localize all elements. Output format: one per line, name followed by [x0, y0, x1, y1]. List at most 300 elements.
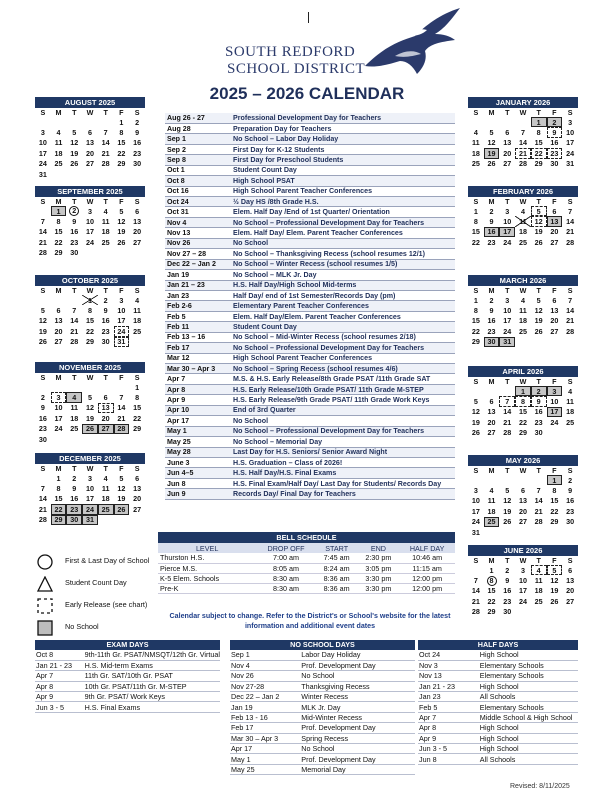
bell-cell: 7:00 am — [256, 553, 316, 563]
day-cell: 27 — [550, 237, 559, 247]
day-cell: 16 — [133, 138, 142, 148]
day-cell: 30 — [101, 337, 110, 347]
day-cell: 19 — [471, 417, 480, 427]
day-cell: 25 — [484, 517, 500, 527]
event-desc: Half Day/ end of 1st Semester/Records Day (pm) — [231, 290, 455, 300]
revised-date: Revised: 8/11/2025 — [510, 783, 570, 790]
noschool-cell: Mid-Winter Recess — [300, 712, 415, 722]
bell-cell: 8:05 am — [256, 563, 316, 573]
day-cell: 22 — [54, 237, 63, 247]
day-cell — [515, 607, 531, 617]
day-cell: 2 — [505, 565, 510, 575]
day-cell: 4 — [473, 128, 478, 138]
day-cell: 29 — [117, 159, 126, 169]
event-desc: High School Parent Teacher Conferences — [231, 186, 455, 196]
dow-label: M — [55, 373, 62, 382]
day-cell: 25 — [518, 237, 527, 247]
dashed-box-icon — [37, 598, 53, 614]
day-cell: 27 — [518, 517, 527, 527]
event-date: Jan 19 — [165, 270, 231, 280]
event-row — [165, 332, 455, 342]
month-title: APRIL 2026 — [468, 366, 578, 377]
bell-header: HALF DAY — [399, 543, 455, 553]
event-desc: Elementary Parent Teacher Conferences — [231, 301, 455, 311]
event-row — [165, 197, 455, 207]
event-date: Sep 1 — [165, 134, 231, 144]
day-cell: 26 — [117, 237, 126, 247]
event-desc: No School — [231, 416, 455, 426]
day-cell: 3 — [51, 392, 67, 402]
day-cell: 3 — [568, 117, 573, 127]
day-cell: 28 — [566, 326, 575, 336]
day-cell: 30 — [66, 515, 82, 525]
day-cell: 21 — [534, 506, 543, 516]
noschool-cell: Feb 13 - 16 — [230, 712, 300, 722]
event-row — [165, 468, 455, 478]
day-cell: 12 — [534, 306, 543, 316]
day-cell: 15 — [550, 496, 559, 506]
bell-header: LEVEL — [158, 543, 256, 553]
exam-row — [35, 671, 220, 681]
day-cell: 30 — [70, 248, 79, 258]
month-sep — [35, 186, 145, 258]
halfday-cell: Feb 5 — [418, 702, 479, 712]
halfday-cell: Jan 23 — [418, 692, 479, 702]
event-desc: Preparation Day for Teachers — [231, 123, 455, 133]
day-cell — [531, 337, 547, 347]
day-cell: 12 — [531, 216, 547, 226]
event-desc: ½ Day HS /8th Grade H.S. — [231, 197, 455, 207]
day-cell: 19 — [484, 148, 500, 158]
day-cell: 28 — [38, 515, 47, 525]
noschool-row — [230, 733, 415, 743]
day-cell: 15 — [518, 407, 527, 417]
exam-row — [35, 660, 220, 670]
day-cell: 2 — [568, 475, 573, 485]
dow-label: S — [134, 464, 140, 473]
day-cell — [51, 169, 67, 179]
day-cell — [66, 206, 82, 216]
day-cell: 7 — [520, 128, 525, 138]
noschool-cell: Dec 22 – Jan 2 — [230, 692, 300, 702]
day-cell — [98, 248, 114, 258]
month-jan — [468, 97, 578, 169]
day-cell: 9 — [531, 396, 547, 406]
day-cell: 9 — [135, 128, 140, 138]
day-cell: 4 — [520, 295, 525, 305]
dow-label: T — [536, 108, 541, 117]
day-cell: 11 — [534, 576, 543, 586]
day-cell — [531, 475, 547, 485]
exam-cell: Jun 3 - 5 — [35, 702, 84, 712]
month-title: MAY 2026 — [468, 455, 578, 466]
day-cell: 5 — [489, 128, 494, 138]
day-cell: 8 — [56, 484, 61, 494]
day-cell: 11 — [101, 484, 110, 494]
day-cell: 31 — [471, 527, 480, 537]
halfday-row — [418, 744, 578, 754]
event-row — [165, 280, 455, 290]
day-cell: 11 — [101, 217, 110, 227]
month-title: MARCH 2026 — [468, 275, 578, 286]
event-desc: M.S. & H.S. Early Release/8th Grade PSAT /11th Grade SAT — [231, 374, 455, 384]
day-cell: 8 — [515, 396, 531, 406]
event-row — [165, 478, 455, 488]
day-cell: 8 — [536, 128, 541, 138]
day-cell: 28 — [38, 248, 47, 258]
event-row — [165, 405, 455, 415]
dow-label: T — [103, 373, 108, 382]
day-cell — [547, 527, 563, 537]
triangle-icon — [37, 576, 53, 592]
noschool-cell: Prof. Development Day — [300, 660, 415, 670]
event-row — [165, 270, 455, 280]
dow-label: T — [505, 197, 510, 206]
day-cell: 19 — [117, 494, 126, 504]
day-cell: 14 — [534, 496, 543, 506]
dow-label: S — [40, 373, 46, 382]
day-cell: 5 — [40, 306, 45, 316]
day-cell: 27 — [487, 428, 496, 438]
dow-label: W — [519, 556, 527, 565]
event-row — [165, 374, 455, 384]
halfday-cell: Jun 3 - 5 — [418, 744, 479, 754]
bell-row — [158, 573, 455, 583]
event-row — [165, 259, 455, 269]
dow-label: M — [488, 197, 495, 206]
dow-label: S — [134, 108, 140, 117]
dow-label: F — [119, 373, 124, 382]
events-table — [165, 113, 455, 500]
event-desc: Elem. Half Day/ Elem. Parent Teacher Conferences — [231, 228, 455, 238]
day-cell: 22 — [51, 504, 67, 514]
day-cell: 21 — [566, 316, 575, 326]
event-date: Jan 21 – 23 — [165, 280, 231, 290]
event-row — [165, 384, 455, 394]
day-cell: 9 — [40, 403, 45, 413]
day-cell: 13 — [98, 403, 114, 413]
day-cell: 15 — [117, 138, 126, 148]
month-may — [468, 455, 578, 537]
day-cell: 7 — [499, 396, 515, 406]
day-cell: 20 — [550, 316, 559, 326]
day-cell: 25 — [534, 596, 543, 606]
day-cell: 17 — [547, 407, 563, 417]
day-cell: 23 — [66, 504, 82, 514]
dow-label: T — [72, 464, 77, 473]
dow-label: S — [40, 464, 46, 473]
day-cell: 5 — [473, 397, 478, 407]
event-date: Apr 9 — [165, 395, 231, 405]
day-cell: 14 — [117, 403, 126, 413]
event-row — [165, 489, 455, 499]
dow-label: T — [103, 108, 108, 117]
day-cell: 12 — [487, 138, 496, 148]
dow-label: S — [567, 556, 573, 565]
day-cell: 23 — [133, 148, 142, 158]
event-row — [165, 186, 455, 196]
event-desc: End of 3rd Quarter — [231, 405, 455, 415]
bell-cell: K-5 Elem. Schools — [158, 573, 256, 583]
day-cell — [51, 117, 67, 127]
day-cell — [98, 169, 114, 179]
day-cell: 3 — [87, 206, 92, 216]
halfday-cell: Middle School & High School — [479, 712, 578, 722]
exam-cell: H.S. Final Exams — [84, 702, 220, 712]
day-cell: 31 — [566, 159, 575, 169]
day-cell: 20 — [518, 506, 527, 516]
legend-count-day — [35, 576, 160, 598]
day-cell: 5 — [87, 393, 92, 403]
legend-label: Early Release (see chart) — [65, 600, 148, 609]
day-cell: 2 — [489, 295, 494, 305]
dow-label: S — [134, 373, 140, 382]
dow-label: M — [55, 108, 62, 117]
event-desc: No School – Thanksgiving Recess (school resumes 12/1) — [231, 249, 455, 259]
event-row — [165, 416, 455, 426]
day-cell: 16 — [70, 494, 79, 504]
day-cell: 18 — [471, 148, 480, 158]
day-cell: 24 — [114, 326, 130, 336]
exam-row — [35, 650, 220, 660]
day-cell: 11 — [54, 138, 63, 148]
day-cell: 14 — [38, 227, 47, 237]
day-cell: 11 — [70, 403, 79, 413]
day-cell — [129, 337, 145, 347]
day-cell: 25 — [98, 504, 114, 514]
day-cell: 20 — [85, 148, 94, 158]
day-cell — [484, 475, 500, 485]
dow-label: S — [567, 108, 573, 117]
bell-cell: 2:30 pm — [358, 553, 400, 563]
dow-label: T — [72, 197, 77, 206]
event-row — [165, 395, 455, 405]
event-desc: H.S. Early Release/10th Grade PSAT/ 11th Grade M-STEP — [231, 384, 455, 394]
halfday-row — [418, 754, 578, 764]
bell-cell: 3:30 pm — [358, 583, 400, 593]
month-feb — [468, 186, 578, 248]
day-cell: 24 — [550, 417, 559, 427]
day-cell: 21 — [101, 148, 110, 158]
day-cell: 4 — [531, 565, 547, 575]
day-number: 2 — [69, 206, 79, 216]
day-cell: 13 — [550, 306, 559, 316]
month-title: JUNE 2026 — [468, 545, 578, 556]
dow-label: F — [552, 377, 557, 386]
day-cell — [51, 434, 67, 444]
day-cell: 16 — [566, 496, 575, 506]
noschool-row — [230, 764, 415, 774]
day-cell: 24 — [518, 596, 527, 606]
district-logo — [215, 8, 475, 80]
event-row — [165, 353, 455, 363]
day-cell: 1 — [473, 206, 478, 216]
day-cell — [66, 295, 82, 305]
day-cell: 21 — [515, 148, 531, 158]
day-cell: 1 — [489, 565, 494, 575]
day-cell — [531, 527, 547, 537]
day-cell: 15 — [471, 316, 480, 326]
event-date: Oct 24 — [165, 197, 231, 207]
day-cell: 4 — [135, 295, 140, 305]
day-cell: 2 — [135, 117, 140, 127]
day-cell: 9 — [489, 217, 494, 227]
day-cell: 16 — [70, 227, 79, 237]
day-cell: 2 — [531, 386, 547, 396]
day-cell — [562, 337, 578, 347]
day-cell: 6 — [552, 206, 557, 216]
event-row — [165, 447, 455, 457]
event-desc: Last Day for H.S. Seniors/ Senior Award Night — [231, 447, 455, 457]
day-cell: 30 — [566, 517, 575, 527]
day-cell: 5 — [536, 295, 541, 305]
day-cell: 18 — [566, 407, 575, 417]
event-desc: First Day for K-12 Students — [231, 144, 455, 154]
event-date: Apr 8 — [165, 384, 231, 394]
day-cell: 16 — [101, 316, 110, 326]
day-cell: 6 — [568, 565, 573, 575]
day-cell — [515, 337, 531, 347]
bell-header: START — [316, 543, 358, 553]
dow-label: T — [505, 108, 510, 117]
exam-days-title: EXAM DAYS — [35, 640, 220, 650]
event-desc: Professional Development Day for Teachers — [231, 113, 455, 123]
day-cell: 5 — [119, 473, 124, 483]
day-cell: 28 — [503, 428, 512, 438]
day-cell: 21 — [117, 413, 126, 423]
day-cell: 19 — [85, 413, 94, 423]
day-cell — [484, 575, 500, 585]
day-cell: 17 — [54, 413, 63, 423]
day-cell: 12 — [117, 217, 126, 227]
noschool-cell: Feb 17 — [230, 723, 300, 733]
legend-label: Student Count Day — [65, 578, 127, 587]
day-cell: 24 — [38, 159, 47, 169]
noschool-cell: Sep 1 — [230, 650, 300, 660]
day-cell — [468, 565, 484, 575]
event-date: Oct 31 — [165, 207, 231, 217]
day-cell: 26 — [487, 159, 496, 169]
exam-days — [35, 640, 220, 713]
day-cell: 6 — [520, 486, 525, 496]
event-desc: H.S. Half Day/High School Mid-terms — [231, 280, 455, 290]
noschool-row — [230, 681, 415, 691]
halfday-cell: Nov 13 — [418, 671, 479, 681]
event-row — [165, 207, 455, 217]
day-cell: 11 — [519, 306, 527, 316]
month-aug — [35, 97, 145, 179]
halfday-cell: Apr 8 — [418, 723, 479, 733]
day-cell: 25 — [101, 237, 110, 247]
day-cell: 22 — [518, 417, 527, 427]
day-cell: 11 — [515, 216, 531, 226]
dow-label: M — [55, 286, 62, 295]
day-cell — [66, 434, 82, 444]
day-cell: 26 — [503, 517, 512, 527]
day-cell: 7 — [103, 128, 108, 138]
event-date: May 25 — [165, 437, 231, 447]
day-cell: 15 — [54, 494, 63, 504]
noschool-cell: Mar 30 – Apr 3 — [230, 733, 300, 743]
district-name-line1: SOUTH REDFORD — [225, 44, 356, 60]
dow-label: W — [86, 286, 94, 295]
calendar-note: Calendar subject to change. Refer to the District's or School's website for the latest information and additional event dates — [169, 612, 451, 630]
day-cell — [98, 515, 114, 525]
halfday-row — [418, 660, 578, 670]
day-cell: 16 — [534, 407, 543, 417]
day-cell: 7 — [536, 486, 541, 496]
day-cell: 24 — [82, 504, 98, 514]
day-cell — [66, 169, 82, 179]
halfday-row — [418, 723, 578, 733]
dow-label: W — [86, 197, 94, 206]
legend-label: First & Last Day of School — [65, 556, 150, 565]
day-cell: 16 — [550, 138, 559, 148]
month-jun — [468, 545, 578, 617]
day-cell — [499, 527, 515, 537]
day-cell: 21 — [566, 227, 575, 237]
day-cell: 9 — [505, 576, 510, 586]
day-cell: 10 — [503, 217, 512, 227]
event-row — [165, 457, 455, 467]
dow-label: T — [505, 466, 510, 475]
day-cell: 30 — [38, 434, 47, 444]
day-cell — [114, 248, 130, 258]
day-cell: 17 — [499, 227, 515, 237]
bell-cell: Pre-K — [158, 583, 256, 593]
dow-label: W — [519, 377, 527, 386]
day-cell: 27 — [503, 159, 512, 169]
exam-cell: 11th Gr. SAT/10th Gr. PSAT — [84, 671, 220, 681]
dow-label: T — [72, 286, 77, 295]
dow-label: F — [119, 108, 124, 117]
day-cell: 24 — [503, 326, 512, 336]
dow-label: S — [134, 286, 140, 295]
day-cell: 7 — [40, 484, 45, 494]
day-cell — [468, 117, 484, 127]
event-desc: H.S. Early Release/9th Grade PSAT/ 11th Grade Work Keys — [231, 395, 455, 405]
day-cell: 6 — [489, 397, 494, 407]
bell-cell: 8:24 am — [316, 563, 358, 573]
day-cell: 4 — [568, 386, 573, 396]
half-days-title: HALF DAYS — [418, 640, 578, 650]
day-cell — [82, 434, 98, 444]
day-cell: 23 — [487, 326, 496, 336]
day-cell: 3 — [119, 295, 124, 305]
halfday-cell: All Schools — [479, 692, 578, 702]
bell-cell: 10:46 am — [399, 553, 455, 563]
noschool-cell: Spring Recess — [300, 733, 415, 743]
event-desc: No School – Labor Day Holiday — [231, 134, 455, 144]
dow-label: F — [552, 556, 557, 565]
day-cell: 4 — [103, 473, 108, 483]
legend-early-release — [35, 598, 160, 620]
day-cell: 27 — [98, 424, 114, 434]
event-desc: First Day for Preschool Students — [231, 155, 455, 165]
day-cell: 20 — [133, 227, 142, 237]
day-cell: 22 — [85, 326, 94, 336]
day-cell: 17 — [85, 494, 94, 504]
day-cell: 12 — [117, 484, 126, 494]
day-cell — [547, 607, 563, 617]
event-desc: H.S. Final Exam/Half Day/ Last Day for Students/ Records Day — [231, 478, 455, 488]
day-cell: 16 — [503, 586, 512, 596]
day-cell — [499, 117, 515, 127]
event-date: May 28 — [165, 447, 231, 457]
day-cell: 30 — [133, 159, 142, 169]
noschool-cell: Labor Day Holiday — [300, 650, 415, 660]
day-cell: 12 — [471, 407, 480, 417]
